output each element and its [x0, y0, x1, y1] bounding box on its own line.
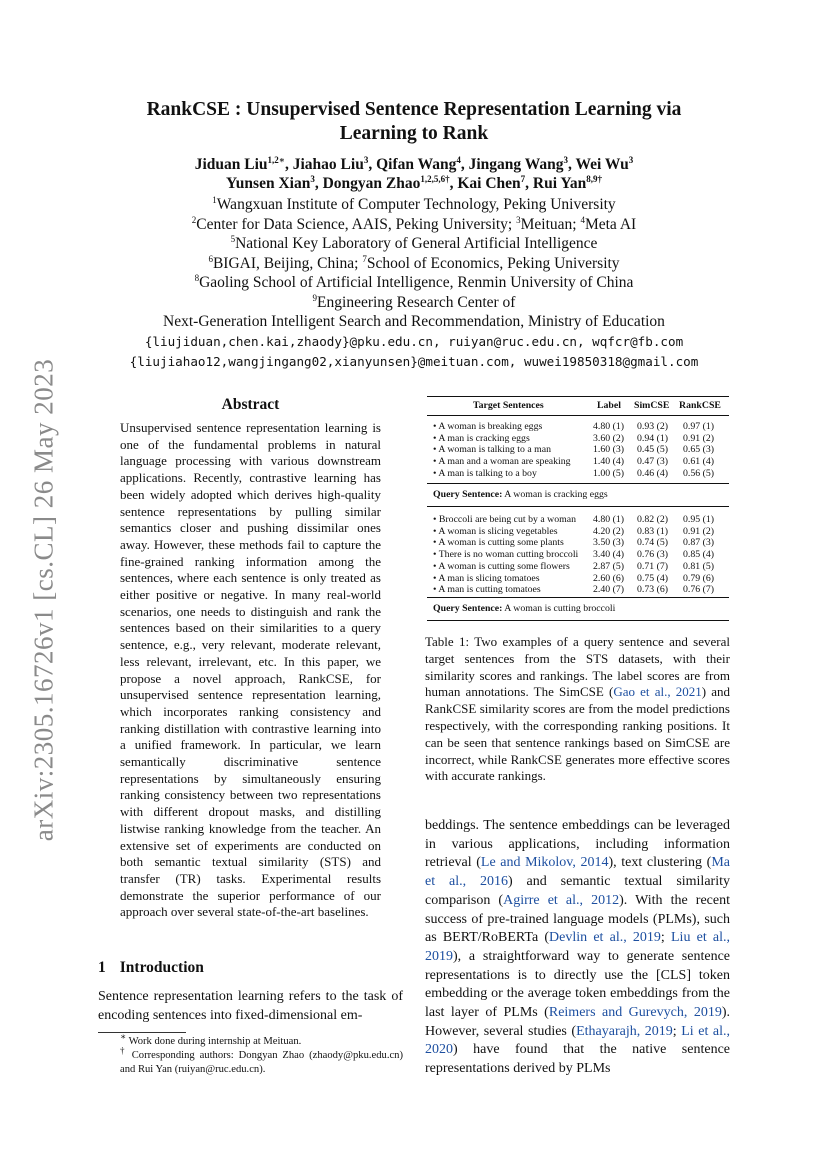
header-label: Label	[597, 400, 621, 411]
citation-link[interactable]: Le and Mikolov, 2014	[480, 855, 609, 871]
body-text: ), a straightforward way to generate sentence representations is to directly use the [CLS] token embedding or the average token embeddings from the last layer of PLMs (	[425, 948, 730, 1021]
cell-sentence: • A man is cracking eggs	[433, 432, 530, 444]
author-list	[0, 155, 828, 193]
cell-simcse: 0.75 (4)	[637, 572, 669, 584]
cell-label: 4.80 (1)	[593, 421, 625, 432]
author-line-2: Yunsen Xian$^3$, Dongyan Zhao$^{1,2,5,6\dagger}$, Kai Chen$^7$, Rui Yan$^{8,9\dagger}$	[226, 173, 602, 192]
affiliation-line	[0, 195, 828, 215]
cell-label: 3.60 (2)	[593, 432, 625, 444]
affil-sup: 5	[230, 233, 236, 244]
body-text: ) have found that the native sentence representations derived by PLMs	[425, 1042, 730, 1077]
cell-label: 3.40 (4)	[593, 549, 625, 561]
author-name: Qifan Wang	[376, 156, 457, 173]
cell-sentence: • A man is talking to a boy	[433, 467, 537, 479]
paper-title	[0, 98, 828, 146]
cell-simcse: 0.73 (6)	[637, 584, 669, 596]
author-affil-sup: 4	[456, 154, 461, 165]
affiliation-line	[0, 254, 828, 274]
cell-sentence: • A woman is cutting some plants	[433, 537, 564, 549]
cell-sentence: • A man and a woman are speaking	[433, 456, 571, 468]
table-group-rule	[427, 483, 729, 484]
cell-rankcse: 0.95 (1)	[683, 514, 715, 525]
query-label: Query Sentence:	[433, 603, 503, 614]
author-name: Jiduan Liu	[194, 156, 268, 173]
table-header-rule	[427, 415, 729, 416]
table-header-row	[427, 400, 729, 411]
affil-text: School of Economics, Peking University	[366, 254, 620, 272]
author-affil-sup: 3	[628, 154, 634, 165]
citation-link[interactable]: Devlin et al., 2019	[549, 930, 661, 946]
table-row	[427, 421, 729, 432]
cell-rankcse: 0.79 (6)	[683, 572, 715, 584]
caption-text: ) and RankCSE similarity scores are from the model predictions respectively, with the corresponding ranking positions. It can be seen that sentence rankings based on SimCSE are incorrect, while RankCSE generates more effective scores with accurate rankings.	[425, 684, 731, 784]
affil-text: Gaoling School of Artificial Intelligence, Renmin University of China	[199, 274, 634, 291]
header-simcse: SimCSE	[634, 400, 670, 411]
cell-rankcse: 0.87 (3)	[683, 537, 715, 549]
body-text: ;	[660, 930, 671, 946]
abstract-text: Unsupervised sentence representation learning is one of the fundamental problems in natural language processing with various downstream applications. Recently, contrastive learning has been widely adopted which derives high-quality sentence representations by pulling similar semantics closer and pushing dissimilar ones away. However, these methods fail to capture the fine-grained ranking information among the sentences, where each sentence is only treated as either positive or negative. In many real-world scenarios, one needs to distinguish and rank the sentences based on their similarities to a query sentence, e.g., very relevant, moderate relevant, less relevant, irrelevant, etc. In this paper, we propose a novel approach, RankCSE, for unsupervised sentence representation learning, which incorporates ranking consistency and ranking distillation with contrastive learning into a unified framework. In particular, we learn semantically discriminative sentence representations by simultaneously ensuring ranking consistency between two representations with different dropout masks, and distilling listwise ranking knowledge from the teacher. An extensive set of experiments are conducted on both semantic textual similarity (STS) and transfer (TR) tasks. Experimental results demonstrate the superior performance of our approach over several state-of-the-art baselines.	[120, 420, 381, 920]
email-line-1: {liujiduan,chen.kai,zhaody}@pku.edu.cn, ruiyan@ruc.edu.cn, wqfcr@fb.com	[144, 334, 684, 349]
affil-text: Engineering Research Center of	[317, 293, 516, 311]
query-label: Query Sentence:	[433, 489, 503, 500]
citation-link[interactable]: Gao et al., 2021	[613, 684, 702, 700]
introduction-text: Sentence representation learning refers to the task of encoding sentences into fixed-dimensional em-	[98, 989, 403, 1023]
table-row	[427, 549, 729, 560]
cell-rankcse: 0.97 (1)	[683, 421, 715, 432]
affil-sup: 2	[191, 214, 197, 225]
affil-sup: 3	[516, 214, 521, 225]
author-name: Wei Wu	[575, 156, 629, 173]
citation-link[interactable]: Ma et al., 2016	[425, 855, 730, 890]
author-name: Yunsen Xian	[226, 175, 311, 192]
footnote-1	[98, 1031, 403, 1049]
cell-label: 4.20 (2)	[593, 525, 625, 537]
author-affil-sup: 3	[563, 154, 569, 165]
table-row	[427, 584, 729, 595]
cell-rankcse: 0.61 (4)	[683, 456, 715, 468]
header-rankcse: RankCSE	[679, 400, 721, 411]
title-line-1: RankCSE : Unsupervised Sentence Representation Learning via	[146, 99, 682, 120]
cell-sentence: • A man is slicing tomatoes	[433, 572, 540, 584]
table-row	[427, 444, 729, 455]
citation-link[interactable]: Agirre et al., 2012	[503, 892, 620, 908]
table-row	[427, 526, 729, 537]
cell-simcse: 0.76 (3)	[637, 549, 669, 561]
author-affil-sup: 1,2,5,6†	[420, 173, 450, 184]
citation-link[interactable]: Ethayarajh, 2019	[576, 1023, 673, 1039]
footnote-divider	[98, 1032, 186, 1033]
title-line-2: Learning to Rank	[339, 123, 489, 144]
cell-label: 3.50 (3)	[593, 537, 625, 549]
affiliation-line	[0, 234, 828, 254]
email-block	[0, 332, 828, 371]
cell-rankcse: 0.76 (7)	[683, 584, 715, 596]
cell-sentence: • A woman is talking to a man	[433, 444, 551, 456]
body-text: beddings. The sentence embeddings can be leveraged in various applications, including information retrieval (	[425, 818, 730, 871]
table-row	[427, 561, 729, 572]
table-1	[427, 396, 729, 618]
cell-sentence: • There is no woman cutting broccoli	[433, 549, 579, 561]
header-target-sentences: Target Sentences	[473, 400, 544, 411]
cell-label: 2.40 (7)	[593, 584, 625, 596]
author-affil-sup: 1,2∗	[267, 154, 285, 165]
affil-text: Wangxuan Institute of Computer Technology, Peking University	[216, 196, 616, 213]
table-row	[427, 433, 729, 444]
affiliation-line: Next-Generation Intelligent Search and Recommendation, Ministry of Education	[163, 313, 665, 330]
body-text: ). With the recent success of pre-trained language models (PLMs), such as BERT/RoBERTa (	[425, 892, 731, 946]
cell-rankcse: 0.85 (4)	[683, 549, 715, 561]
cell-rankcse: 0.81 (5)	[683, 560, 715, 572]
affil-sup: 1	[212, 194, 217, 205]
affil-text: National Key Laboratory of General Artificial Intelligence	[235, 235, 598, 252]
author-name: Kai Chen	[457, 175, 521, 192]
author-affil-sup: 8,9†	[586, 173, 602, 184]
affiliation-line	[0, 273, 828, 293]
cell-label: 2.87 (5)	[593, 560, 625, 572]
table-row	[427, 514, 729, 525]
abstract-heading: Abstract	[221, 396, 280, 413]
cell-sentence: • A woman is breaking eggs	[433, 421, 543, 432]
cell-simcse: 0.83 (1)	[637, 525, 669, 537]
affiliations	[0, 195, 828, 332]
query-sentence-2	[433, 603, 615, 614]
table-row	[427, 573, 729, 584]
body-text: ). However, several studies (	[425, 1005, 731, 1039]
arxiv-side-stamp: arXiv:2305.16726v1 [cs.CL] 26 May 2023	[28, 358, 59, 842]
footnote-mark: ∗	[120, 1031, 127, 1042]
cell-simcse: 0.93 (2)	[637, 421, 669, 432]
body-text: ;	[672, 1023, 682, 1039]
affil-sup: 4	[580, 214, 585, 225]
query-text: A woman is cutting broccoli	[502, 603, 616, 614]
body-text: ), text clustering (	[608, 855, 712, 871]
cell-rankcse: 0.56 (5)	[683, 467, 715, 479]
email-line-2: {liujiahao12,wangjingang02,xianyunsen}@meituan.com, wuwei19850318@gmail.com	[129, 353, 699, 369]
cell-sentence: • Broccoli are being cut by a woman	[433, 514, 576, 525]
affil-text: BIGAI, Beijing, China;	[212, 254, 363, 272]
affil-sup: 8	[194, 272, 200, 283]
cell-rankcse: 0.91 (2)	[683, 432, 715, 444]
table-bottom-rule	[427, 620, 729, 621]
author-affil-sup: 3	[363, 154, 369, 165]
query-text: A woman is cracking eggs	[502, 489, 608, 500]
cell-simcse: 0.47 (3)	[637, 456, 669, 468]
table-caption	[425, 634, 730, 785]
affiliation-line	[0, 293, 828, 313]
author-name: Jingang Wang	[468, 156, 564, 173]
affil-sup: 7	[362, 253, 367, 264]
footnotes	[98, 1031, 403, 1077]
author-affil-sup: 3	[310, 173, 315, 184]
cell-sentence: • A woman is slicing vegetables	[433, 525, 558, 537]
table-row	[427, 468, 729, 479]
caption-text: Table 1: Two examples of a query sentence and several target sentences from the STS datasets, with their similarity scores and rankings. The label scores are from human annotations. The SimCSE (	[425, 634, 730, 700]
cell-label: 4.80 (1)	[593, 514, 625, 525]
footnote-text: Work done during internship at Meituan.	[126, 1036, 302, 1047]
table-row	[427, 537, 729, 548]
citation-link[interactable]: Liu et al., 2019	[425, 930, 731, 964]
table-mid-rule	[427, 506, 729, 507]
affil-text: Center for Data Science, AAIS, Peking University;	[196, 215, 517, 233]
citation-link[interactable]: Reimers and Gurevych, 2019	[548, 1005, 722, 1021]
footnote-2	[98, 1045, 403, 1077]
cell-rankcse: 0.65 (3)	[683, 444, 715, 456]
footnote-text: Corresponding authors: Dongyan Zhao (zhaody@pku.edu.cn) and Rui Yan (ruiyan@ruc.edu.cn).	[120, 1050, 403, 1075]
author-name: Dongyan Zhao	[322, 175, 421, 192]
affil-sup: 6	[208, 253, 213, 264]
citation-link[interactable]: Li et al., 2020	[425, 1023, 731, 1058]
table-row	[427, 456, 729, 467]
section-heading-introduction	[98, 959, 204, 977]
section-title: Introduction	[119, 959, 204, 976]
cell-simcse: 0.46 (4)	[637, 467, 669, 479]
affil-text: Meituan;	[520, 215, 581, 233]
cell-label: 2.60 (6)	[593, 572, 625, 584]
affil-text: Meta AI	[584, 215, 637, 233]
cell-simcse: 0.82 (2)	[637, 514, 669, 525]
cell-rankcse: 0.91 (2)	[683, 525, 715, 537]
query-sentence-1	[433, 489, 608, 500]
section-number: 1	[98, 959, 106, 976]
query-row-1	[427, 489, 729, 500]
author-affil-sup: 7	[520, 173, 526, 184]
cell-simcse: 0.71 (7)	[637, 560, 669, 572]
cell-label: 1.60 (3)	[593, 444, 625, 456]
cell-simcse: 0.94 (1)	[637, 432, 669, 444]
affiliation-line	[0, 215, 828, 235]
table-group-rule	[427, 597, 729, 598]
cell-simcse: 0.45 (5)	[637, 444, 669, 456]
cell-sentence: • A man is cutting tomatoes	[433, 584, 541, 596]
right-column-text	[425, 817, 730, 1079]
author-name: Rui Yan	[532, 175, 587, 192]
query-row-2	[427, 603, 729, 614]
footnote-mark: †	[120, 1045, 127, 1056]
cell-simcse: 0.74 (5)	[637, 537, 669, 549]
author-name: Jiahao Liu	[292, 156, 364, 173]
table-top-rule	[427, 396, 729, 397]
cell-sentence: • A woman is cutting some flowers	[433, 560, 570, 572]
cell-label: 1.00 (5)	[593, 467, 625, 479]
body-text: ) and semantic textual similarity comparison (	[425, 874, 730, 908]
author-line-1: Jiduan Liu$^{1,2∗}$, Jiahao Liu$^3$, Qifan Wang$^4$, Jingang Wang$^3$, Wei Wu$^3$	[194, 154, 634, 173]
affil-sup: 9	[312, 292, 318, 303]
cell-label: 1.40 (4)	[593, 456, 625, 468]
